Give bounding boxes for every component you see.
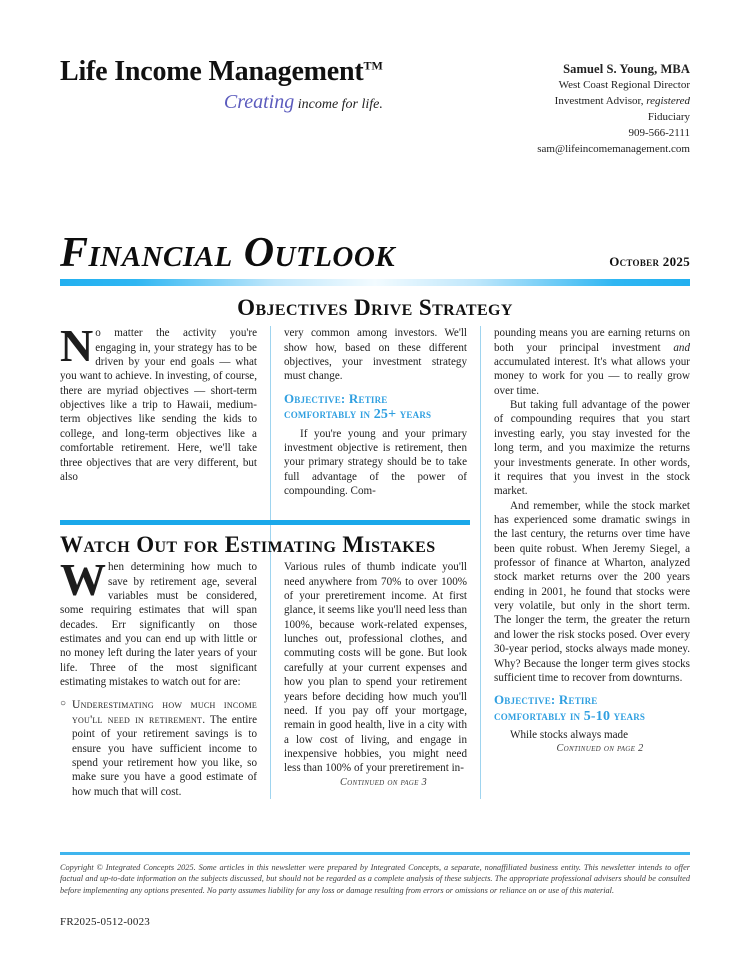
page-footer	[60, 852, 690, 928]
article2-column-1	[60, 554, 270, 799]
article2-col1-text: hen determining how much to save by retirement age, several variables must be considered, some requiring estimates that will span decades. Err significantly on those estimates and you can end up with little or no money left during the later years of your life. Three of the most significant estimating mistakes to watch out for are:	[60, 561, 257, 689]
article1-continued-note[interactable]: Continued on page 2	[556, 743, 644, 755]
article1-col3-paragraph-4: While stocks always made	[510, 729, 628, 742]
list-item-body	[72, 697, 257, 800]
article2-headline: Watch Out for Estimating Mistakes	[60, 532, 436, 557]
advisor-role-emphasis: registered	[646, 95, 690, 108]
article1-col2-subheading	[284, 391, 467, 424]
article2-column-2	[270, 560, 480, 799]
legal-disclaimer: Copyright © Integrated Concepts 2025. Some articles in this newsletter were prepared by Integrated Concepts, a separate, nonaffiliated business entity. This newsletter intends to offer factual and up-to-date information on the subjects discussed, but should not be regarded as a complete analysis of these subjects. The appropriate professional advisers should be consulted before implementing any options presented. No party assumes liability for any loss or damage resulting from errors or omissions or reliance on or use of this material.	[60, 862, 690, 895]
article1-col2-paragraph-2: If you're young and your primary investment objective is retirement, then your primary strategy should be to take full advantage of the power of compounding. Com-	[284, 427, 467, 498]
subheading-post: years	[610, 707, 646, 723]
article2-rule	[60, 520, 470, 525]
subheading-number: 5-10	[583, 708, 611, 724]
subheading-pre: comfortably in	[284, 406, 374, 422]
article1-col1-text: o matter the activity you're engaging in, your strategy has to be driven by your end goals — what you want to achieve. In investing, of course, there are myriad objectives — short-term objectives like a trip to Hawaii, medium-term objectives like sending the kids to college, and long-term objectives like a comfortable retirement. Here, we'll take three objectives that are very different, but also	[60, 327, 257, 483]
article1-col2-subheading-line1: Objective: Retire	[284, 390, 388, 406]
publication-title: Financial Outlook	[60, 230, 396, 276]
article1-col1-paragraph-1	[60, 320, 257, 484]
advisor-email[interactable]: sam@lifeincomemanagement.com	[537, 142, 690, 155]
tagline-rest: income for life.	[294, 97, 383, 112]
advisor-role-prefix: Investment Advisor,	[554, 95, 647, 108]
advisor-name: Samuel S. Young, MBA	[563, 62, 690, 76]
publication-titlebar	[60, 232, 690, 274]
advisor-role	[537, 94, 690, 110]
brand-name	[60, 58, 383, 86]
article1-col3-paragraph-1	[494, 326, 690, 398]
trademark-symbol: TM	[363, 58, 383, 73]
article2-col1-paragraph-1	[60, 554, 257, 689]
brand-name-text: Life Income Management	[60, 56, 364, 87]
article1-col2-paragraph-1: very common among investors. We'll show how, based on these different objectives, your investment strategy must change.	[284, 327, 467, 383]
subheading-pre: comfortably in	[494, 707, 584, 723]
article1-col3-subheading-line1: Objective: Retire	[494, 692, 598, 708]
article1-col3-p1-post: accumulated interest. It's what allows your money to work for you — to really grow over time.	[494, 356, 690, 397]
article1-col3-paragraph-3: And remember, while the stock market has experienced some dramatic swings in the last century, the returns over time have been quite robust. When Jeremy Siegel, a professor of finance at Wharton, analyzed stock market returns over the 200 years ending in 2001, he found that stocks were very volatile, but only in the short term. The longer the term, the greater the return and lower the risk stocks posed. Over every 30-year period, stocks always made money. Why? Because the longer term gives stocks sufficient time to recover from downturns.	[494, 499, 690, 684]
list-item	[60, 697, 257, 800]
subheading-post: years	[396, 406, 432, 422]
masthead	[60, 0, 690, 160]
masthead-rule	[60, 279, 690, 286]
advisor-phone[interactable]: 909-566-2111	[628, 126, 690, 139]
article2-columns	[60, 554, 690, 799]
contact-block	[537, 58, 690, 158]
article1-col3-p1-emphasis: and	[673, 341, 690, 354]
document-id: FR2025-0512-0023	[60, 916, 150, 928]
article1-col3-paragraph-2: But taking full advantage of the power of compounding requires that you start investing early, you stay invested for the long term, and you maximize the returns your investments generate. In other words, it requires that you invest in the stock market.	[494, 399, 690, 498]
brand-block	[60, 58, 383, 112]
article2-dropcap: W	[60, 554, 106, 606]
article1-col2-subheading-line2	[284, 406, 467, 424]
footer-rule	[60, 852, 690, 855]
brand-tagline	[60, 92, 383, 112]
subheading-number: 25+	[373, 407, 397, 423]
article1-headline: Objectives Drive Strategy	[237, 295, 513, 320]
issue-date: October 2025	[609, 254, 690, 269]
tagline-accent-word: Creating	[223, 91, 295, 113]
advisor-title: West Coast Regional Director	[558, 79, 690, 92]
list-item-text: The entire point of your retirement savings is to ensure you have sufficient income to spend your retirement how you like, so make sure you have a good estimate of how much that will cost.	[72, 713, 257, 798]
article1-dropcap: N	[60, 320, 94, 372]
article2-continued-note[interactable]: Continued on page 3	[340, 776, 427, 788]
article2-column-3-spacer	[480, 560, 690, 799]
article-watch-out-estimating-mistakes	[60, 520, 690, 799]
open-circle-bullet-icon: ○	[60, 697, 67, 709]
article1-col3-p1-pre: pounding means you are earning returns on both your principal investment	[494, 327, 690, 354]
article2-col2-paragraph-1: Various rules of thumb indicate you'll need anywhere from 70% to over 100% of your preretirement income. At first glance, it seems like you'll need less than 100%, because work-related expenses, lunches out, professional clothes, and commuting costs will be gone. But look carefully at your current expenses and how you plan to spend your retirement years before deciding how much you'll need. If you pay off your mortgage, remain in good health, live in a city with a low cost of living, and engage in inexpensive hobbies, you might need less than 100% of your preretirement in-	[284, 561, 467, 775]
list-item-lead: Underestimating how much income you'll need in retirement.	[72, 697, 257, 726]
advisor-role-line2: Fiduciary	[647, 111, 690, 123]
